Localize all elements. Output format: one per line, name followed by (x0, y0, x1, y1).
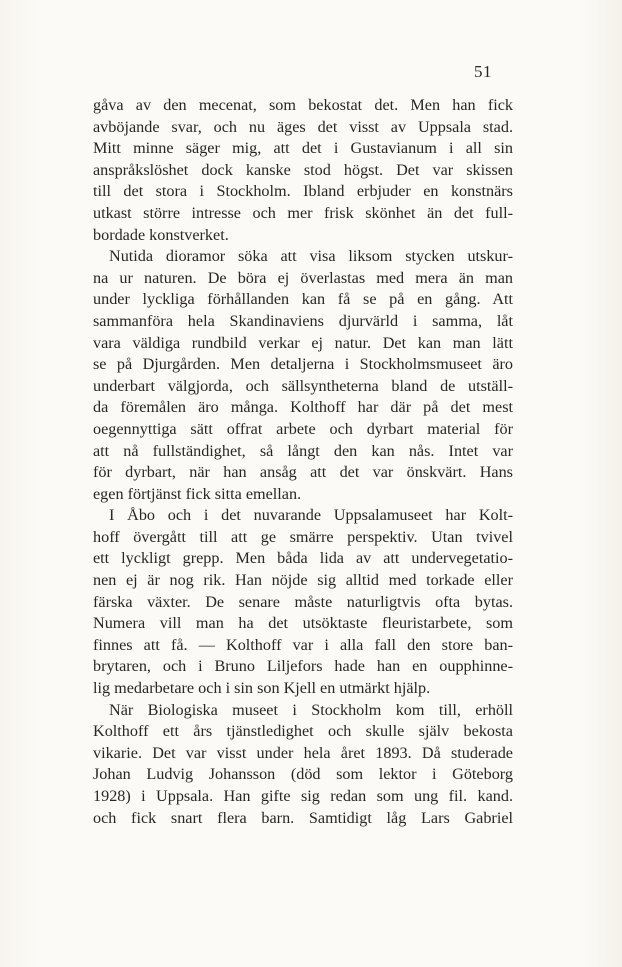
text-line: för dyrbart, när han ansåg att det var önskvärt. Hans (93, 463, 513, 482)
text-line: Nutida dioramor söka att visa liksom stycken utskur- (109, 247, 513, 266)
text-line: anspråkslöshet dock kanske stod högst. Det var skissen (93, 160, 513, 179)
text-line: och fick snart flera barn. Samtidigt låg Lars Gabriel (93, 808, 513, 827)
text-line: hoff övergått till att ge smärre perspektiv. Utan tvivel (93, 527, 513, 546)
text-line: Mitt minne säger mig, att det i Gustavianum i all sin (93, 139, 513, 158)
text-line: gåva av den mecenat, som bekostat det. Men han fick (93, 96, 513, 114)
text-line: da föremålen äro många. Kolthoff har där på det mest (93, 398, 513, 417)
text-line: Numera vill man ha det utsöktaste fleuristarbete, som (93, 614, 513, 633)
text-line: 1928) i Uppsala. Han gifte sig redan som ung fil. kand. (93, 787, 513, 805)
text-line: att nå fullständighet, så långt den kan nås. Intet var (93, 441, 513, 460)
text-line: egen förtjänst fick sitta emellan. (93, 484, 302, 503)
text-line: oegennyttiga sätt offrat arbete och dyrbart material för (93, 419, 513, 438)
text-line: finnes att få. — Kolthoff var i alla fall den store ban- (93, 635, 513, 654)
text-line: sammanföra hela Skandinaviens djurvärld i samma, låt (93, 311, 513, 330)
text-line: nen ej är nog rik. Han nöjde sig alltid med torkade eller (93, 571, 513, 590)
text-line: bordade konstverket. (93, 225, 229, 244)
text-line: avböjande svar, och nu äges det visst av Uppsala stad. (93, 117, 513, 136)
text-line: se på Djurgården. Men detaljerna i Stockholmsmuseet äro (93, 355, 513, 374)
text-line: När Biologiska museet i Stockholm kom till, erhöll (109, 700, 513, 719)
text-line: Johan Ludvig Johansson (död som lektor i Göteborg (93, 765, 513, 784)
text-line: under lyckliga förhållanden kan få se på en gång. Att (93, 290, 513, 309)
text-line: till det stora i Stockholm. Ibland erbjuder en konstnärs (93, 182, 513, 201)
text-line: vara väldiga rundbild verkar ej natur. Det kan man lätt (93, 333, 513, 352)
text-line: färska växter. De senare måste naturligtvis ofta bytas. (93, 592, 513, 611)
page-number: 51 (474, 62, 492, 81)
text-line: brytaren, och i Bruno Liljefors hade han en oupphinne- (93, 657, 513, 676)
text-line: I Åbo och i det nuvarande Uppsalamuseet har Kolt- (109, 506, 513, 525)
text-line: vikarie. Det var visst under hela året 1893. Då studerade (93, 743, 513, 762)
text-line: na ur naturen. De böra ej överlastas med mera än man (93, 268, 513, 287)
text-line: ett lyckligt grepp. Men båda lida av att undervegetatio- (93, 549, 513, 568)
text-line: Kolthoff ett års tjänstledighet och skulle själv bekosta (93, 722, 513, 741)
body-text (93, 95, 513, 829)
text-line: underbart välgjorda, och sällsyntheterna bland de utställ- (93, 376, 513, 395)
text-line: lig medarbetare och i sin son Kjell en utmärkt hjälp. (93, 679, 431, 698)
text-line: utkast större intresse och mer frisk skönhet än det full- (93, 203, 513, 222)
